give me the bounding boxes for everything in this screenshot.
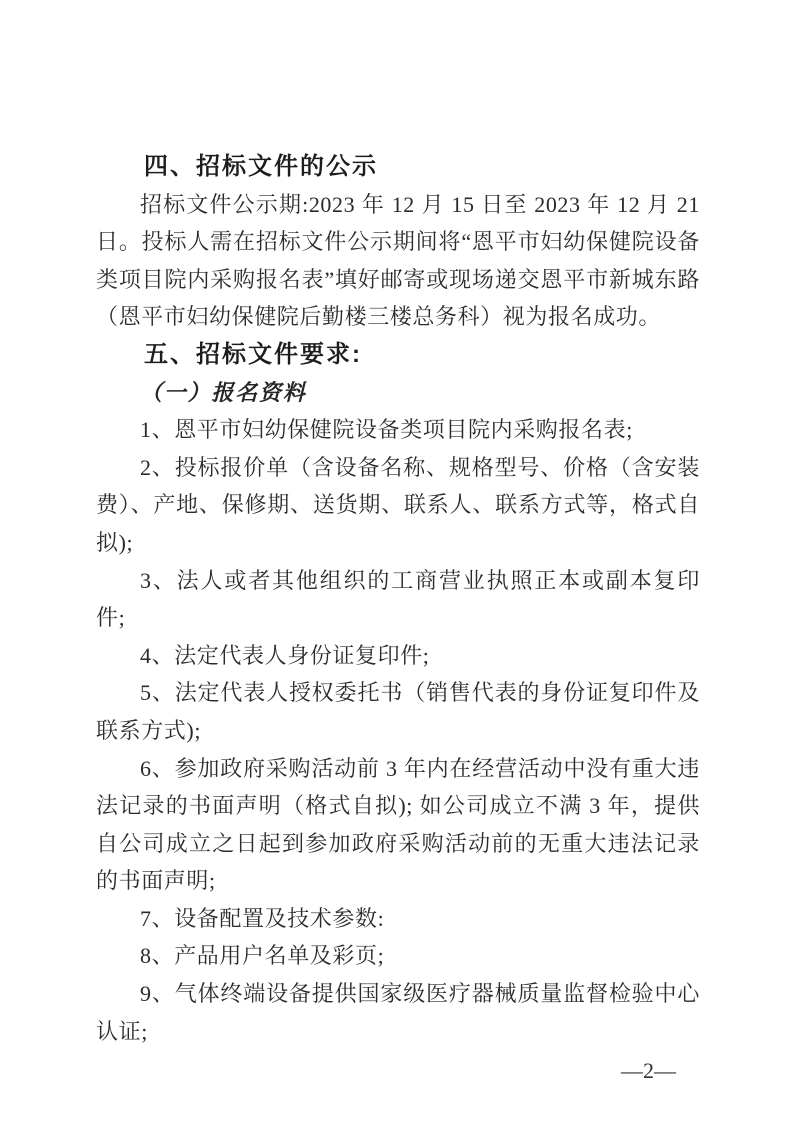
requirement-item-5: 5、法定代表人授权委托书（销售代表的身份证复印件及联系方式); — [96, 680, 700, 743]
requirement-item-9: 9、气体终端设备提供国家级医疗器械质量监督检验中心认证; — [96, 981, 700, 1044]
requirement-item-6: 6、参加政府采购活动前 3 年内在经营活动中没有重大违法记录的书面声明（格式自拟); 如公司成立不满 3 年，提供自公司成立之日起到参加政府采购活动前的无重大违法记录的书面声明; — [96, 755, 700, 894]
section-5-heading: 五、招标文件要求: — [144, 340, 362, 368]
requirement-item-1: 1、恩平市妇幼保健院设备类项目院内采购报名表; — [140, 417, 633, 443]
section-4-heading: 四、招标文件的公示 — [144, 153, 378, 180]
requirement-item-7: 7、设备配置及技术参数: — [140, 905, 385, 931]
requirement-item-8: 8、产品用户名单及彩页; — [140, 943, 385, 969]
requirement-item-3: 3、法人或者其他组织的工商营业执照正本或副本复印件; — [96, 567, 700, 631]
requirement-item-2: 2、投标报价单（含设备名称、规格型号、价格（含安装费）、产地、保修期、送货期、联系人、联系方式等，格式自拟); — [96, 454, 700, 555]
section-4-body: 招标文件公示期:2023 年 12 月 15 日至 2023 年 12 月 21 日。投标人需在招标文件公示期间将“恩平市妇幼保健院设备类项目院内采购报名表”填好邮寄或现场递交恩平市新城东路（恩平市妇幼保健院后勤楼三楼总务科）视为报名成功。 — [96, 191, 700, 330]
subsection-1-heading: （一）报名资料 — [140, 379, 307, 405]
requirement-item-4: 4、法定代表人身份证复印件; — [140, 642, 430, 668]
page-number: —2— — [621, 1058, 676, 1084]
